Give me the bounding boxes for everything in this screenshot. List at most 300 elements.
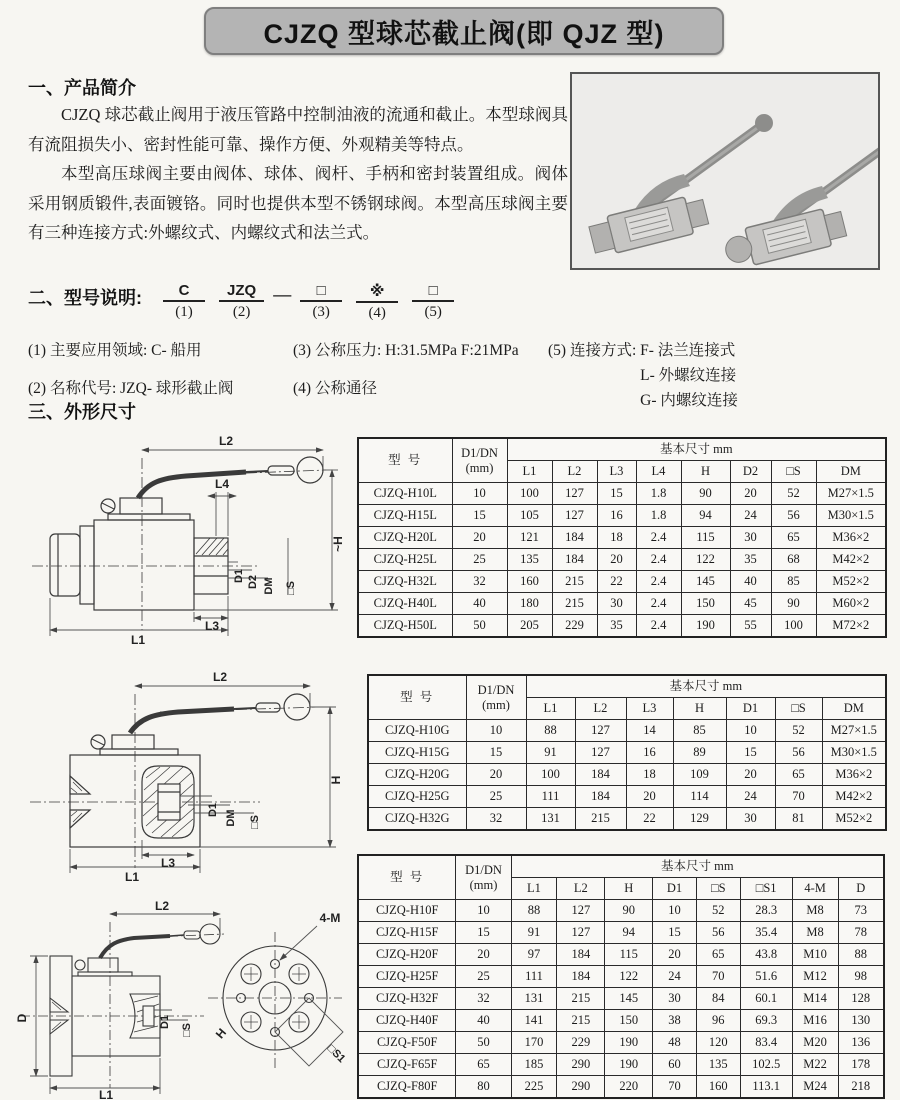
value-cell: 52 <box>771 483 816 505</box>
table-row <box>358 988 884 1010</box>
column-header: H <box>673 698 726 720</box>
value-cell: 205 <box>507 615 552 638</box>
value-cell: 130 <box>838 1010 884 1032</box>
value-cell: 190 <box>605 1054 653 1076</box>
value-cell: 122 <box>605 966 653 988</box>
value-cell: 15 <box>726 742 775 764</box>
value-cell: 20 <box>452 527 507 549</box>
column-header: L1 <box>526 698 575 720</box>
value-cell: 22 <box>597 571 636 593</box>
dim-label-l1: L1 <box>98 1088 114 1100</box>
dimension-table-external-thread <box>357 437 887 638</box>
column-header-dn <box>466 675 526 720</box>
value-cell: 20 <box>626 786 673 808</box>
column-header: L1 <box>507 461 552 483</box>
value-cell: 218 <box>838 1076 884 1099</box>
code-note-4: (4) 公称通径 <box>293 380 377 397</box>
value-cell: 32 <box>456 988 511 1010</box>
value-cell: 102.5 <box>740 1054 792 1076</box>
column-header-model: 型 号 <box>358 855 456 900</box>
table-row <box>368 786 886 808</box>
value-cell: 24 <box>653 966 697 988</box>
value-cell: 15 <box>456 922 511 944</box>
value-cell: M42×2 <box>822 786 886 808</box>
table-row <box>358 549 886 571</box>
code-part-2 <box>219 282 264 321</box>
table-row <box>368 764 886 786</box>
value-cell: 70 <box>653 1076 697 1099</box>
value-cell: 215 <box>557 1010 605 1032</box>
value-cell: 215 <box>557 988 605 1010</box>
column-header: L3 <box>597 461 636 483</box>
value-cell: M14 <box>792 988 838 1010</box>
model-cell: CJZQ-H25F <box>358 966 456 988</box>
value-cell: 30 <box>653 988 697 1010</box>
dim-label-l2: L2 <box>218 434 234 448</box>
value-cell: 122 <box>681 549 730 571</box>
value-cell: 48 <box>653 1032 697 1054</box>
value-cell: 22 <box>626 808 673 831</box>
value-cell: 229 <box>552 615 597 638</box>
value-cell: M30×1.5 <box>822 742 886 764</box>
value-cell: 91 <box>526 742 575 764</box>
value-cell: 69.3 <box>740 1010 792 1032</box>
value-cell: 70 <box>775 786 822 808</box>
code-dash: — <box>273 284 292 304</box>
value-cell: 32 <box>452 571 507 593</box>
value-cell: 290 <box>557 1054 605 1076</box>
model-cell: CJZQ-H32L <box>358 571 452 593</box>
value-cell: 145 <box>681 571 730 593</box>
model-cell: CJZQ-H32G <box>368 808 466 831</box>
value-cell: 150 <box>681 593 730 615</box>
value-cell: 91 <box>511 922 557 944</box>
code-part-3-value: □ <box>300 282 342 302</box>
column-header: □S <box>771 461 816 483</box>
value-cell: 55 <box>730 615 771 638</box>
value-cell: 43.8 <box>740 944 792 966</box>
section1-heading: 一、产品简介 <box>28 78 136 98</box>
column-header: L2 <box>557 878 605 900</box>
intro-paragraph-1: CJZQ 球芯截止阀用于液压管路中控制油液的流通和截止。本型球阀具有流阻损失小、密封性能可靠、操作方便、外观精美等特点。 <box>28 105 568 154</box>
value-cell: 16 <box>626 742 673 764</box>
column-header: □S <box>696 878 740 900</box>
dim-label-d1: D1 <box>207 802 219 818</box>
value-cell: M60×2 <box>816 593 886 615</box>
model-cell: CJZQ-H25L <box>358 549 452 571</box>
table-row <box>358 1076 884 1099</box>
value-cell: 60 <box>653 1054 697 1076</box>
code-note-5 <box>548 338 738 413</box>
value-cell: 65 <box>775 764 822 786</box>
dim-label-l1: L1 <box>130 633 146 647</box>
value-cell: 135 <box>507 549 552 571</box>
value-cell: 84 <box>696 988 740 1010</box>
table-row <box>358 571 886 593</box>
value-cell: 90 <box>605 900 653 922</box>
value-cell: 16 <box>597 505 636 527</box>
dimension-table-internal-thread <box>367 674 887 831</box>
value-cell: 184 <box>575 764 626 786</box>
value-cell: 60.1 <box>740 988 792 1010</box>
connection-option-f: F- 法兰连接式 <box>640 342 736 359</box>
value-cell: 83.4 <box>740 1032 792 1054</box>
dim-label-h: H <box>329 775 343 785</box>
value-cell: M10 <box>792 944 838 966</box>
drawing-flange-valve <box>12 898 362 1100</box>
value-cell: 96 <box>696 1010 740 1032</box>
dim-label-d: D <box>15 1013 29 1023</box>
value-cell: 113.1 <box>740 1076 792 1099</box>
table-row <box>358 593 886 615</box>
table-row <box>358 1054 884 1076</box>
value-cell: 127 <box>552 483 597 505</box>
value-cell: 30 <box>597 593 636 615</box>
column-header: □S <box>775 698 822 720</box>
dim-label-h: H <box>212 1025 230 1042</box>
model-cell: CJZQ-H50L <box>358 615 452 638</box>
dn-header-text: D1/DN <box>477 683 515 698</box>
value-cell: 15 <box>597 483 636 505</box>
model-cell: CJZQ-H40L <box>358 593 452 615</box>
model-cell: CJZQ-H20G <box>368 764 466 786</box>
connection-option-g: G- 内螺纹连接 <box>640 392 738 409</box>
table-row <box>358 505 886 527</box>
column-header: L2 <box>552 461 597 483</box>
value-cell: 97 <box>511 944 557 966</box>
code-part-4-value: ※ <box>356 282 398 303</box>
column-header: 4-M <box>792 878 838 900</box>
value-cell: 2.4 <box>636 527 681 549</box>
value-cell: 180 <box>507 593 552 615</box>
value-cell: 115 <box>681 527 730 549</box>
value-cell: 32 <box>466 808 526 831</box>
value-cell: 150 <box>605 1010 653 1032</box>
value-cell: 15 <box>466 742 526 764</box>
model-cell: CJZQ-H10L <box>358 483 452 505</box>
section2-heading: 二、型号说明: <box>28 288 142 308</box>
model-cell: CJZQ-H25G <box>368 786 466 808</box>
table-row <box>358 944 884 966</box>
value-cell: 65 <box>696 944 740 966</box>
intro-paragraph-2: 本型高压球阀主要由阀体、球体、阀杆、手柄和密封装置组成。阀体采用钢质锻件,表面镀铬。同时也提供本型不锈钢球阀。本型高压球阀主要有三种连接方式:外螺纹式、内螺纹式和法兰式。 <box>28 164 568 242</box>
code-part-5 <box>412 282 454 321</box>
value-cell: 290 <box>557 1076 605 1099</box>
value-cell: 2.4 <box>636 571 681 593</box>
value-cell: 10 <box>653 900 697 922</box>
value-cell: 127 <box>575 742 626 764</box>
value-cell: M27×1.5 <box>822 720 886 742</box>
dim-label-l2: L2 <box>154 899 170 913</box>
table-row <box>358 483 886 505</box>
value-cell: 85 <box>673 720 726 742</box>
value-cell: 70 <box>696 966 740 988</box>
value-cell: 120 <box>696 1032 740 1054</box>
code-note-3: (3) 公称压力: H:31.5MPa F:21MPa <box>293 342 519 359</box>
value-cell: M27×1.5 <box>816 483 886 505</box>
value-cell: 24 <box>726 786 775 808</box>
value-cell: 184 <box>575 786 626 808</box>
column-header-group: 基本尺寸 mm <box>507 438 886 461</box>
value-cell: 56 <box>771 505 816 527</box>
code-part-1-index: (1) <box>175 304 193 320</box>
value-cell: 18 <box>597 527 636 549</box>
value-cell: 215 <box>552 593 597 615</box>
value-cell: M52×2 <box>816 571 886 593</box>
code-note-2: (2) 名称代号: JZQ- 球形截止阀 <box>28 380 234 397</box>
value-cell: 2.4 <box>636 593 681 615</box>
value-cell: M30×1.5 <box>816 505 886 527</box>
value-cell: 88 <box>838 944 884 966</box>
value-cell: M20 <box>792 1032 838 1054</box>
dim-label-dm: DM <box>225 809 237 827</box>
value-cell: 40 <box>452 593 507 615</box>
code-part-2-index: (2) <box>232 304 251 320</box>
value-cell: 127 <box>575 720 626 742</box>
value-cell: 90 <box>771 593 816 615</box>
value-cell: 40 <box>456 1010 511 1032</box>
table-row <box>358 900 884 922</box>
column-header-dn <box>452 438 507 483</box>
value-cell: 1.8 <box>636 505 681 527</box>
value-cell: 10 <box>466 720 526 742</box>
code-part-4 <box>356 282 398 322</box>
dim-label-d1: D1 <box>233 568 245 584</box>
dn-header-text: D1/DN <box>465 863 502 878</box>
flange-face-view <box>208 926 343 1070</box>
value-cell: 184 <box>552 549 597 571</box>
value-cell: M8 <box>792 922 838 944</box>
dim-label-l3: L3 <box>160 856 176 870</box>
dim-label-h: ~H <box>331 536 345 552</box>
drawing-external-thread-valve <box>20 424 355 652</box>
value-cell: 14 <box>626 720 673 742</box>
dn-unit-text: (mm) <box>482 697 510 712</box>
value-cell: 56 <box>696 922 740 944</box>
code-note-1: (1) 主要应用领域: C- 船用 <box>28 342 202 359</box>
value-cell: 215 <box>552 571 597 593</box>
column-header: DM <box>822 698 886 720</box>
code-part-4-index: (4) <box>368 305 386 321</box>
value-cell: 2.4 <box>636 615 681 638</box>
value-cell: 121 <box>507 527 552 549</box>
table-row <box>358 615 886 638</box>
code-note-5-options <box>640 338 738 413</box>
value-cell: 89 <box>673 742 726 764</box>
dn-unit-text: (mm) <box>465 460 494 475</box>
value-cell: 100 <box>507 483 552 505</box>
value-cell: 215 <box>575 808 626 831</box>
value-cell: 160 <box>507 571 552 593</box>
column-header: DM <box>816 461 886 483</box>
value-cell: 51.6 <box>740 966 792 988</box>
value-cell: 170 <box>511 1032 557 1054</box>
value-cell: 94 <box>605 922 653 944</box>
value-cell: 127 <box>557 922 605 944</box>
value-cell: 52 <box>775 720 822 742</box>
model-cell: CJZQ-H15G <box>368 742 466 764</box>
value-cell: 184 <box>557 966 605 988</box>
column-header: L1 <box>511 878 557 900</box>
value-cell: 185 <box>511 1054 557 1076</box>
value-cell: 109 <box>673 764 726 786</box>
dim-label-l2: L2 <box>212 670 228 684</box>
value-cell: 100 <box>526 764 575 786</box>
code-part-5-index: (5) <box>424 304 442 320</box>
value-cell: 28.3 <box>740 900 792 922</box>
table-body <box>358 483 886 638</box>
dim-label-d2: D2 <box>247 574 259 590</box>
section3-heading: 三、外形尺寸 <box>28 402 136 422</box>
value-cell: 10 <box>452 483 507 505</box>
value-cell: 30 <box>730 527 771 549</box>
column-header: L3 <box>626 698 673 720</box>
value-cell: M24 <box>792 1076 838 1099</box>
value-cell: 98 <box>838 966 884 988</box>
value-cell: 25 <box>456 966 511 988</box>
model-cell: CJZQ-H40F <box>358 1010 456 1032</box>
model-cell: CJZQ-H10G <box>368 720 466 742</box>
code-part-2-value: JZQ <box>219 282 264 302</box>
value-cell: 225 <box>511 1076 557 1099</box>
value-cell: 50 <box>456 1032 511 1054</box>
column-header: H <box>681 461 730 483</box>
product-photo <box>570 72 880 270</box>
column-header: D1 <box>726 698 775 720</box>
value-cell: 10 <box>726 720 775 742</box>
table-row <box>368 742 886 764</box>
dim-label-s: □S <box>285 581 297 595</box>
table-body <box>358 900 884 1099</box>
code-part-5-value: □ <box>412 282 454 302</box>
value-cell: M12 <box>792 966 838 988</box>
value-cell: 145 <box>605 988 653 1010</box>
dim-label-s: □S <box>249 815 261 829</box>
dimension-table-flange <box>357 854 885 1099</box>
value-cell: 90 <box>681 483 730 505</box>
value-cell: 50 <box>452 615 507 638</box>
value-cell: 178 <box>838 1054 884 1076</box>
dim-label-d1: D1 <box>159 1014 171 1030</box>
value-cell: 52 <box>696 900 740 922</box>
value-cell: 56 <box>775 742 822 764</box>
column-header-group: 基本尺寸 mm <box>511 855 884 878</box>
page-title: CJZQ 型球芯截止阀(即 QJZ 型) <box>204 7 724 55</box>
table-row <box>358 1010 884 1032</box>
value-cell: 100 <box>771 615 816 638</box>
column-header: L4 <box>636 461 681 483</box>
code-part-3-index: (3) <box>312 304 330 320</box>
value-cell: 129 <box>673 808 726 831</box>
value-cell: 10 <box>456 900 511 922</box>
value-cell: M42×2 <box>816 549 886 571</box>
value-cell: 190 <box>681 615 730 638</box>
dim-label-s: □S <box>181 1023 193 1037</box>
value-cell: 1.8 <box>636 483 681 505</box>
value-cell: 184 <box>557 944 605 966</box>
table-row <box>358 966 884 988</box>
value-cell: 35 <box>597 615 636 638</box>
value-cell: 35.4 <box>740 922 792 944</box>
table-row <box>358 1032 884 1054</box>
value-cell: M8 <box>792 900 838 922</box>
value-cell: 131 <box>511 988 557 1010</box>
value-cell: 24 <box>730 505 771 527</box>
value-cell: 81 <box>775 808 822 831</box>
dim-label-l4: L4 <box>214 477 230 491</box>
code-part-1-value: C <box>163 282 205 302</box>
column-header-group: 基本尺寸 mm <box>526 675 886 698</box>
value-cell: 115 <box>605 944 653 966</box>
value-cell: 38 <box>653 1010 697 1032</box>
model-cell: CJZQ-F65F <box>358 1054 456 1076</box>
table-row <box>358 922 884 944</box>
code-part-3 <box>300 282 342 321</box>
value-cell: 220 <box>605 1076 653 1099</box>
dim-label-l3: L3 <box>204 619 220 633</box>
value-cell: 68 <box>771 549 816 571</box>
value-cell: 111 <box>526 786 575 808</box>
model-cell: CJZQ-F80F <box>358 1076 456 1099</box>
model-cell: CJZQ-H15L <box>358 505 452 527</box>
column-header-model: 型 号 <box>358 438 452 483</box>
value-cell: 111 <box>511 966 557 988</box>
value-cell: 127 <box>552 505 597 527</box>
table-row <box>368 720 886 742</box>
dim-label-4m: 4-M <box>319 911 341 925</box>
value-cell: 30 <box>726 808 775 831</box>
value-cell: M72×2 <box>816 615 886 638</box>
model-cell: CJZQ-H15F <box>358 922 456 944</box>
value-cell: 25 <box>452 549 507 571</box>
value-cell: 25 <box>466 786 526 808</box>
value-cell: 88 <box>511 900 557 922</box>
value-cell: 128 <box>838 988 884 1010</box>
value-cell: 18 <box>626 764 673 786</box>
dim-label-l1: L1 <box>124 870 140 884</box>
value-cell: 127 <box>557 900 605 922</box>
value-cell: 135 <box>696 1054 740 1076</box>
model-cell: CJZQ-F50F <box>358 1032 456 1054</box>
value-cell: 20 <box>726 764 775 786</box>
dim-label-dm: DM <box>263 577 275 595</box>
model-code-row <box>28 284 461 322</box>
value-cell: 20 <box>466 764 526 786</box>
table-body <box>368 720 886 831</box>
value-cell: 105 <box>507 505 552 527</box>
column-header: D <box>838 878 884 900</box>
value-cell: 78 <box>838 922 884 944</box>
value-cell: 88 <box>526 720 575 742</box>
drawing-internal-thread-valve <box>20 660 355 888</box>
value-cell: 20 <box>653 944 697 966</box>
value-cell: M16 <box>792 1010 838 1032</box>
value-cell: 65 <box>771 527 816 549</box>
value-cell: 40 <box>730 571 771 593</box>
value-cell: M22 <box>792 1054 838 1076</box>
model-cell: CJZQ-H32F <box>358 988 456 1010</box>
value-cell: 15 <box>653 922 697 944</box>
model-code <box>156 282 461 322</box>
value-cell: M52×2 <box>822 808 886 831</box>
value-cell: 20 <box>597 549 636 571</box>
value-cell: 35 <box>730 549 771 571</box>
column-header: □S1 <box>740 878 792 900</box>
value-cell: 73 <box>838 900 884 922</box>
model-cell: CJZQ-H20F <box>358 944 456 966</box>
code-note-5-label: (5) 连接方式: <box>548 342 637 359</box>
value-cell: 20 <box>730 483 771 505</box>
